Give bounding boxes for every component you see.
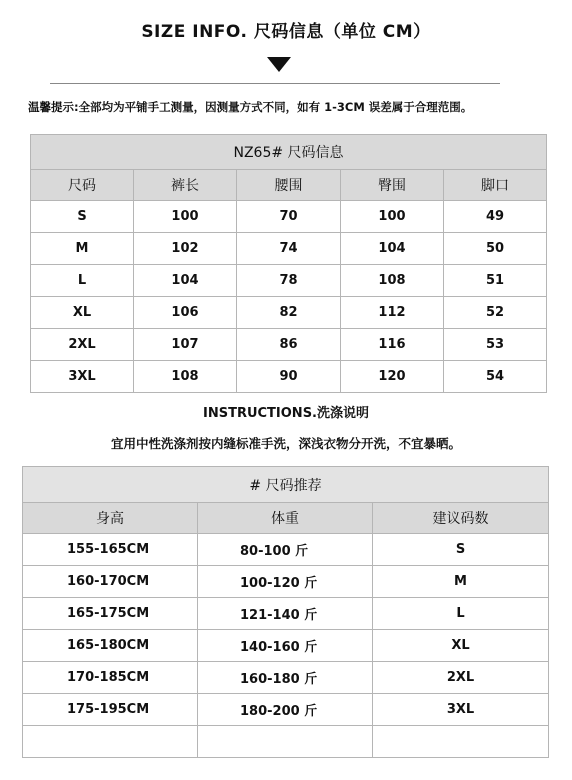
table-cell: 2XL <box>373 662 549 694</box>
table-cell: 165-175CM <box>23 598 198 630</box>
table-cell: 165-180CM <box>23 630 198 662</box>
table-cell: 53 <box>444 329 547 361</box>
size-table-caption: NZ65# 尺码信息 <box>31 135 547 170</box>
table-row <box>23 662 549 694</box>
divider <box>50 83 500 84</box>
table-cell: 49 <box>444 201 547 233</box>
empty-row <box>23 726 549 758</box>
table-cell: S <box>31 201 134 233</box>
size-table-header <box>31 170 547 201</box>
column-header: 尺码 <box>31 170 134 201</box>
table-cell: M <box>373 566 549 598</box>
recommend-table-header <box>23 503 549 534</box>
size-info-table <box>30 134 547 393</box>
table-cell: 51 <box>444 265 547 297</box>
table-cell: 120 <box>341 361 444 393</box>
table-cell: 155-165CM <box>23 534 198 566</box>
column-header: 裤长 <box>134 170 237 201</box>
table-cell: 160-170CM <box>23 566 198 598</box>
table-row <box>31 233 547 265</box>
table-cell: 78 <box>237 265 341 297</box>
table-cell: 100 <box>341 201 444 233</box>
table-cell: 3XL <box>31 361 134 393</box>
table-cell: 90 <box>237 361 341 393</box>
table-cell: M <box>31 233 134 265</box>
table-cell: XL <box>373 630 549 662</box>
table-cell: 100 <box>134 201 237 233</box>
table-cell: L <box>31 265 134 297</box>
table-row <box>31 361 547 393</box>
table-cell: 104 <box>134 265 237 297</box>
table-cell: 107 <box>134 329 237 361</box>
table-row <box>31 201 547 233</box>
column-header: 腰围 <box>237 170 341 201</box>
table-cell: 112 <box>341 297 444 329</box>
table-cell: 140-160 斤 <box>198 630 373 662</box>
table-cell: 70 <box>237 201 341 233</box>
table-cell: 108 <box>341 265 444 297</box>
table-cell: 2XL <box>31 329 134 361</box>
table-cell: 108 <box>134 361 237 393</box>
page-title: SIZE INFO. 尺码信息（单位 CM） <box>141 22 431 42</box>
down-arrow-icon <box>267 57 291 72</box>
table-cell: 116 <box>341 329 444 361</box>
table-cell: 121-140 斤 <box>198 598 373 630</box>
table-row <box>23 534 549 566</box>
size-recommendation-table <box>22 466 549 758</box>
table-cell: 50 <box>444 233 547 265</box>
table-cell: 52 <box>444 297 547 329</box>
wash-instructions-text: 宜用中性洗涤剂按内缝标准手洗，深浅衣物分开洗，不宜暴晒。 <box>110 436 461 451</box>
table-row <box>31 265 547 297</box>
table-cell: 180-200 斤 <box>198 694 373 726</box>
table-row <box>31 329 547 361</box>
table-cell: 104 <box>341 233 444 265</box>
table-cell: 102 <box>134 233 237 265</box>
table-cell: 80-100 斤 <box>198 534 373 566</box>
table-cell: 82 <box>237 297 341 329</box>
table-row <box>31 297 547 329</box>
table-cell: L <box>373 598 549 630</box>
table-row <box>23 630 549 662</box>
column-header: 臀围 <box>341 170 444 201</box>
table-cell: 106 <box>134 297 237 329</box>
table-cell: XL <box>31 297 134 329</box>
empty-cell <box>23 726 198 758</box>
wash-instructions-title: INSTRUCTIONS.洗涤说明 <box>203 406 369 421</box>
empty-cell <box>373 726 549 758</box>
column-header: 身高 <box>23 503 198 534</box>
table-cell: S <box>373 534 549 566</box>
measurement-tip: 温馨提示:全部均为平铺手工测量，因测量方式不同，如有 1-3CM 误差属于合理范围。 <box>28 100 473 114</box>
table-row <box>23 694 549 726</box>
table-cell: 3XL <box>373 694 549 726</box>
table-cell: 100-120 斤 <box>198 566 373 598</box>
table-cell: 54 <box>444 361 547 393</box>
table-cell: 170-185CM <box>23 662 198 694</box>
table-row <box>23 598 549 630</box>
table-row <box>23 566 549 598</box>
table-cell: 175-195CM <box>23 694 198 726</box>
column-header: 脚口 <box>444 170 547 201</box>
column-header: 体重 <box>198 503 373 534</box>
table-cell: 160-180 斤 <box>198 662 373 694</box>
column-header: 建议码数 <box>373 503 549 534</box>
recommend-table-caption: # 尺码推荐 <box>23 467 549 503</box>
table-cell: 86 <box>237 329 341 361</box>
table-cell: 74 <box>237 233 341 265</box>
empty-cell <box>198 726 373 758</box>
